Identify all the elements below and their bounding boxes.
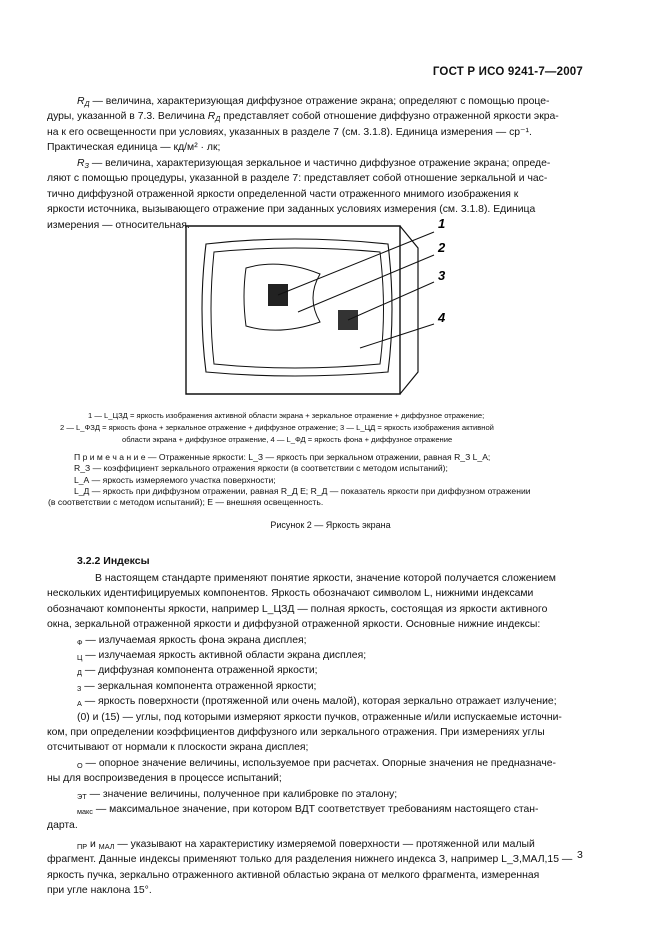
rz-line-1: — величина, характеризующая зеркальное и частично диффузное отражение экрана; опреде- <box>91 158 551 169</box>
rz-line-5: измерения — относительная. <box>47 219 190 231</box>
screen-luminance-figure <box>180 212 470 402</box>
small-line-2: фрагмент. Данные индексы применяют только для разделения нижнего индекса З, например L_З,МАЛ,15 — <box>47 854 573 866</box>
rz-line-4: яркости источника, вызывающего отражение при заданных условиях измерения (см. 3.1.8). Единица <box>47 204 536 216</box>
small-line-3: яркость пучка, зеркально отраженного активной областью экрана от мелкого фрагмента, измеренная <box>47 869 540 881</box>
legend-line-1: 1 — L_ЦЗД = яркость изображения активной области экрана + зеркальное отражение + диффузное отражение; <box>88 411 485 420</box>
note-line-2: R_З — коэффициент зеркального отражения яркости (в соответствии с методом испытаний); <box>74 463 448 474</box>
callout-4: 4 <box>438 310 446 325</box>
note-line-1: П р и м е ч а н и е — Отраженные яркости: L_З — яркость при зеркальном отражении, равная R_З L_А; <box>74 452 491 462</box>
rd-line-1: — величина, характеризующая диффузное отражение экрана; определяют с помощью проце- <box>92 96 550 107</box>
rz-line-3: тично диффузной отраженной яркости определенной части отраженного мнимого изображения к <box>47 188 519 200</box>
small-line-1: $_{ПР}$ и $_{МАЛ}$ — указывают на характеристику измеряемой поверхности — протяженной или малый <box>77 838 535 851</box>
rz-line-2: ляют с помощью процедуры, указанной в разделе 7: представляет собой отношение зеркальной и час- <box>47 173 548 185</box>
figure-note <box>48 452 588 508</box>
legend-line-3: области экрана + диффузное отражение, 4 — L_ФД = яркость фона + диффузное отражение <box>122 434 453 444</box>
index-item: $_Ф$ — излучаемая яркость фона экрана дисплея; <box>77 634 307 647</box>
callout-line-3 <box>348 282 434 320</box>
max-line-1: $_{макс}$ — максимальное значение, при котором ВДТ соответствует требованиям настоящего стан- <box>77 804 539 817</box>
callout-3: 3 <box>438 268 446 283</box>
callout-1: 1 <box>438 216 446 231</box>
rd-line-2: дуры, указанной в 7.3. Величина <box>47 111 205 123</box>
intro-line-4: окна, зеркальной отраженной яркости и диффузной отраженной яркости. Основные нижние индексы: <box>47 619 541 631</box>
page-number: 3 <box>577 849 583 861</box>
monitor-side <box>400 226 418 394</box>
section-body <box>47 571 585 899</box>
note-line-4: L_Д — яркость при диффузном отражении, равная R_Д E; R_Д — показатель яркости при диффузном отражении <box>74 485 531 496</box>
angles-line-3: отсчитывают от нормали к плоскости экрана дисплея; <box>47 742 309 754</box>
figure-legend <box>60 410 604 445</box>
index-item: $_З$ — зеркальная компонента отраженной яркости; <box>77 680 317 693</box>
legend-line-2: 2 — L_ФЗД = яркость фона + зеркальное отражение + диффузное отражение; 3 — L_ЦД = яркость изображения активной <box>60 422 494 432</box>
screen-bezel <box>202 239 392 376</box>
angles-line-2: ком, при определении коэффициентов диффузного или зеркального отражения. При измерениях углы <box>47 727 545 739</box>
note-line-3: L_А — яркость измеряемого участка поверхности; <box>74 474 276 485</box>
max-line-2: дарта. <box>47 819 78 831</box>
callout-line-4 <box>360 324 434 348</box>
rd-line-2b: представляет собой отношение диффузно отраженной яркости экра- <box>223 111 559 123</box>
index-item: $_А$ — яркость поверхности (протяженной или очень малой), которая зеркально отражает излучение; <box>77 696 557 709</box>
index-item: $_Д$ — диффузная компонента отраженной яркости; <box>77 665 318 678</box>
intro-line-3: обозначают компоненты яркости, например L_ЦЗД — полная яркость, состоящая из яркости активного <box>47 603 548 615</box>
rd-line-4: Практическая единица — кд/м² · лк; <box>47 142 221 154</box>
screen-area <box>211 248 384 368</box>
callout-2: 2 <box>438 240 446 255</box>
small-line-4: при угле наклона 15°. <box>47 885 152 897</box>
document-header: ГОСТ Р ИСО 9241-7—2007 <box>432 66 583 78</box>
callout-line-2 <box>298 255 434 312</box>
note-line-5: (в соответствии с методом испытаний); E — внешняя освещенность. <box>48 497 324 508</box>
et-line: $_{ЭТ}$ — значение величины, полученное при калибровке по эталону; <box>77 788 398 801</box>
intro-line-2: нескольких идентифицируемых компонентов. Яркость обозначают символом L, нижними индексами <box>47 588 534 600</box>
angles-line-1: (0) и (15) — углы, под которыми измеряют яркости пучков, отраженные и/или испускаемые источни- <box>77 711 562 723</box>
ref-line-2: ны для воспроизведения в процессе испытаний; <box>47 773 282 785</box>
index-item: $_Ц$ — излучаемая яркость активной области экрана дисплея; <box>77 650 367 663</box>
ref-line-1: $_О$ — опорное значение величины, используемое при расчетах. Опорные значения не предназначе- <box>77 757 557 770</box>
rd-line-3: на к его освещенности при условиях, указанных в разделе 7 (см. 3.1.8). Единица измерения — ср⁻¹. <box>47 126 532 138</box>
rd-definition: $R_Д$ — величина, характеризующая диффузное отражение экрана; определяют с помощью проце- дуры, указанной в 7.3. Величина $R_Д$ представляет собой отношение диффузно отраженной яркости экра- на к его освещенности при условиях, указанных в разделе 7 (см. 3.1.8). Единица измерения — ср⁻¹. Практическая единица — кд/м² · лк; <box>77 94 585 156</box>
intro-line-1: В настоящем стандарте применяют понятие яркости, значение которой получается сложением <box>95 573 556 584</box>
rz-symbol: $R_З$ <box>77 158 89 170</box>
rd-symbol: $R_Д$ <box>77 96 90 108</box>
figure-title: Рисунок 2 — Яркость экрана <box>270 520 391 530</box>
section-heading: 3.2.2 Индексы <box>77 555 150 567</box>
